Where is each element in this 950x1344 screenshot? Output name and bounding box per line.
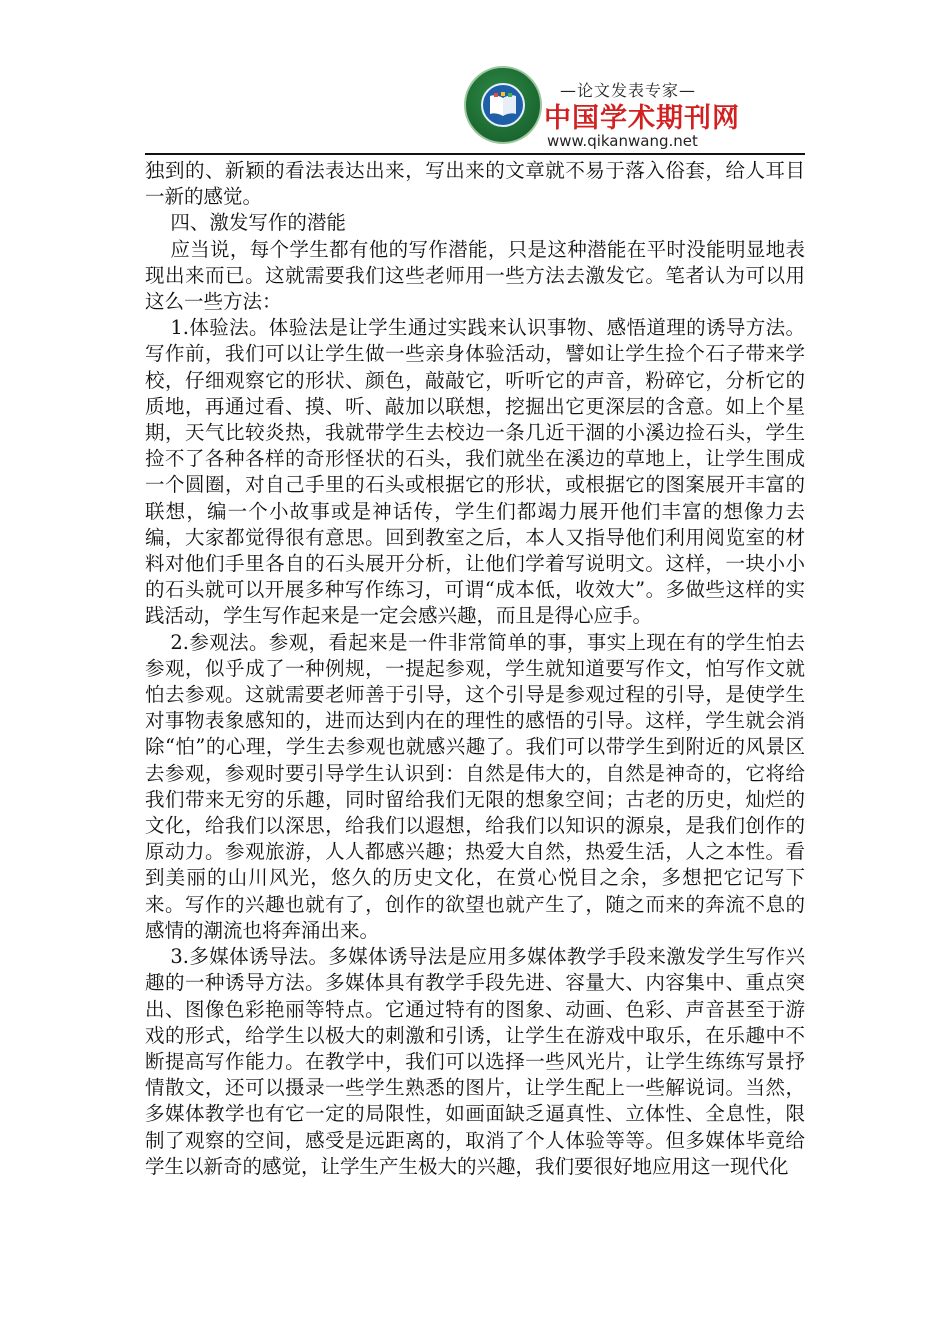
header-slogan: —论文发表专家—: [560, 81, 697, 100]
paragraph: 3.多媒体诱导法。多媒体诱导法是应用多媒体教学手段来激发学生写作兴趣的一种诱导方法。多媒体具有教学手段先进、容量大、内容集中、重点突出、图像色彩艳丽等特点。它通过特有的图象、动画、色彩、声音甚至于游戏的形式，给学生以极大的刺激和引诱，让学生在游戏中取乐，在乐趣中不断提高写作能力。在教学中，我们可以选择一些风光片，让学生练练写景抒情散文，还可以摄录一些学生熟悉的图片，让学生配上一些解说词。当然，多媒体教学也有它一定的局限性，如画面缺乏逼真性、立体性、全息性，限制了观察的空间，感受是远距离的，取消了个人体验等等。但多媒体毕竟给学生以新奇的感觉，让学生产生极大的兴趣，我们要很好地应用这一现代化: [145, 945, 805, 1178]
header-brand-name: 中国学术期刊网: [544, 103, 740, 134]
book-icon: [481, 83, 525, 127]
journal-logo: [464, 66, 542, 144]
header-divider: [145, 153, 805, 155]
article-body: [145, 158, 805, 1180]
page-header: [0, 0, 950, 158]
section-heading: 四、激发写作的潜能: [170, 211, 346, 235]
paragraph: 2.参观法。参观，看起来是一件非常简单的事，事实上现在有的学生怕去参观，似乎成了一种例规，一提起参观，学生就知道要写作文，怕写作文就怕去参观。这就需要老师善于引导，这个引导是参观过程的引导，是使学生对事物表象感知的，进而达到内在的理性的感悟的引导。这样，学生就会消除“怕”的心理，学生去参观也就感兴趣了。我们可以带学生到附近的风景区去参观，参观时要引导学生认识到：自然是伟大的，自然是神奇的，它将给我们带来无穷的乐趣，同时留给我们无限的想象空间；古老的历史，灿烂的文化，给我们以深思，给我们以遐想，给我们以知识的源泉，是我们创作的原动力。参观旅游，人人都感兴趣；热爱大自然，热爱生活，人之本性。看到美丽的山川风光，悠久的历史文化，在赏心悦目之余，多想把它记写下来。写作的兴趣也就有了，创作的欲望也就产生了，随之而来的奔流不息的感情的潮流也将奔涌出来。: [145, 630, 805, 942]
header-url: www.qikanwang.net: [547, 132, 698, 150]
paragraph: 应当说，每个学生都有他的写作潜能，只是这种潜能在平时没能明显地表现出来而已。这就需要我们这些老师用一些方法去激发它。笔者认为可以用这么一些方法：: [145, 237, 805, 314]
paragraph: 1.体验法。体验法是让学生通过实践来认识事物、感悟道理的诱导方法。写作前，我们可以让学生做一些亲身体验活动，譬如让学生捡个石子带来学校，仔细观察它的形状、颜色，敲敲它，听听它的声音，粉碎它，分析它的质地，再通过看、摸、听、敲加以联想，挖掘出它更深层的含意。如上个星期，天气比较炎热，我就带学生去校边一条几近干涸的小溪边捡石头，学生捡不了各种各样的奇形怪状的石头，我们就坐在溪边的草地上，让学生围成一个圆圈，对自己手里的石头或根据它的形状，或根据它的图案展开丰富的联想，编一个小故事或是神话传，学生们都竭力展开他们丰富的想像力去编，大家都觉得很有意思。回到教室之后，本人又指导他们利用阅览室的材料对他们手里各自的石头展开分析，让他们学着写说明文。这样，一块小小的石头就可以开展多种写作练习，可谓“成本低，收效大”。多做些这样的实践活动，学生写作起来是一定会感兴趣，而且是得心应手。: [145, 316, 805, 628]
paragraph: 独到的、新颖的看法表达出来，写出来的文章就不易于落入俗套，给人耳目一新的感觉。: [145, 159, 805, 209]
